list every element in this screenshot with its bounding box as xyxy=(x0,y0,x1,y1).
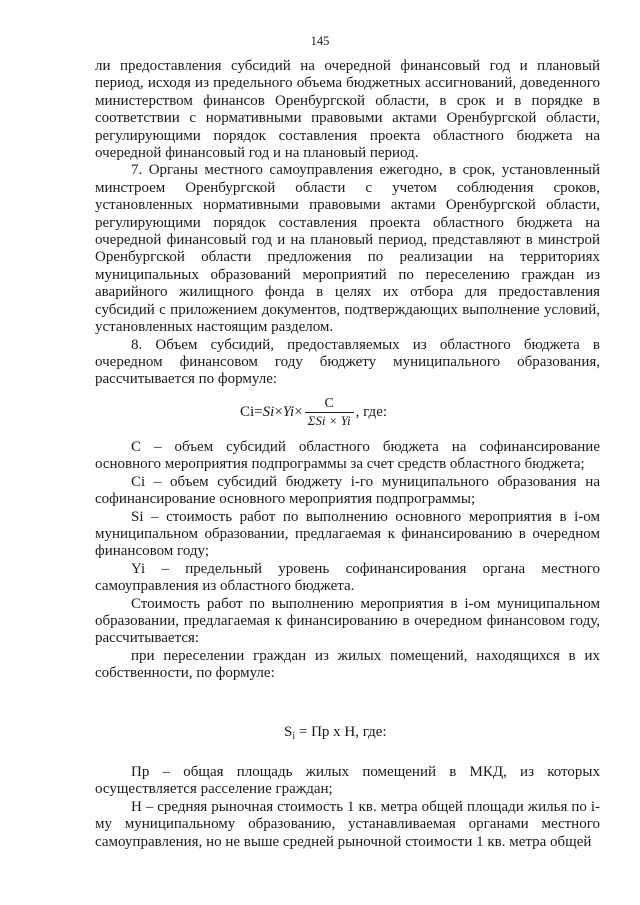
paragraph: ли предоставления субсидий на очередной финансовый год и плановый период, исходя из предельного объема бюджетных ассигнований, доведенного министерством финансов Оренбургской области, в срок и в порядке в соответствии с нормативными правовыми актами Оренбургской области, регулирующими порядок составления проекта областного бюджета на очередной финансовый год и на плановый период. xyxy=(95,58,600,162)
formula-lhs: Ci= xyxy=(240,404,263,420)
formula-fraction xyxy=(305,396,354,429)
text-block-2 xyxy=(95,439,600,683)
paragraph-resettlement: при переселении граждан из жилых помещений, находящихся в их собственности, по формуле: xyxy=(95,647,600,682)
definition-yi: Yi – предельный уровень софинансирования органа местного самоуправления из областного бюджета. xyxy=(95,560,600,595)
formula-times: × xyxy=(274,404,283,420)
definition-ci: Сi – объем субсидий бюджету i-го муниципального образования на софинансирование основного мероприятия подпрограммы; xyxy=(95,473,600,508)
cost-formula xyxy=(284,724,387,742)
formula-times: × xyxy=(294,404,303,420)
definition-n: Н – средняя рыночная стоимость 1 кв. метра общей площади жилья по i-му муниципальному образованию, устанавливаемая органами местного самоуправления, но не выше средней рыночной стоимости 1 кв. метра общей xyxy=(95,798,600,850)
formula-s: S xyxy=(284,724,293,740)
formula-term-yi: Yi xyxy=(282,404,295,420)
fraction-numerator: C xyxy=(324,396,334,411)
subsidy-formula xyxy=(240,396,387,429)
formula-rest: = Пр х Н, где: xyxy=(295,724,387,740)
text-block-3 xyxy=(95,764,600,851)
paragraph-item-8: 8. Объем субсидий, предоставляемых из областного бюджета в очередном финансовом году бюджету муниципального образования, рассчитывается по формуле: xyxy=(95,336,600,388)
formula-subscript: i xyxy=(292,731,296,742)
definition-pr: Пр – общая площадь жилых помещений в МКД, из которых осуществляется расселение граждан; xyxy=(95,764,600,798)
paragraph-item-7: 7. Органы местного самоуправления ежегодно, в срок, установленный минстроем Оренбургской области с учетом соблюдения сроков, установленных нормативными правовыми актами Оренбургской области, регулирующими порядок составления проекта областного бюджета на очередной финансовый год и на плановый период, представляют в минстрой Оренбургской области предложения по реализации на территориях муниципальных образований мероприятий по переселению граждан из аварийного жилищного фонда в целях их отбора для предоставления субсидий с приложением документов, подтверждающих выполнение условий, установленных настоящим разделом. xyxy=(95,162,600,336)
definition-si: Si – стоимость работ по выполнению основного мероприятия в i-ом муниципальном образовании, предлагаемая к финансированию в очередном финансовом году; xyxy=(95,508,600,560)
formula-term-si: Si xyxy=(262,404,275,420)
page-number: 145 xyxy=(310,34,330,48)
formula-suffix: , где: xyxy=(355,404,388,420)
paragraph-cost: Стоимость работ по выполнению мероприятия в i-ом муниципальном образовании, предлагаемая к финансированию в очередном финансовом году, рассчитывается: xyxy=(95,595,600,647)
definition-c: С – объем субсидий областного бюджета на софинансирование основного мероприятия подпрограммы за счет средств областного бюджета; xyxy=(95,439,600,473)
fraction-denominator: ΣSi × Yi xyxy=(307,413,351,428)
text-block-1 xyxy=(95,58,600,389)
